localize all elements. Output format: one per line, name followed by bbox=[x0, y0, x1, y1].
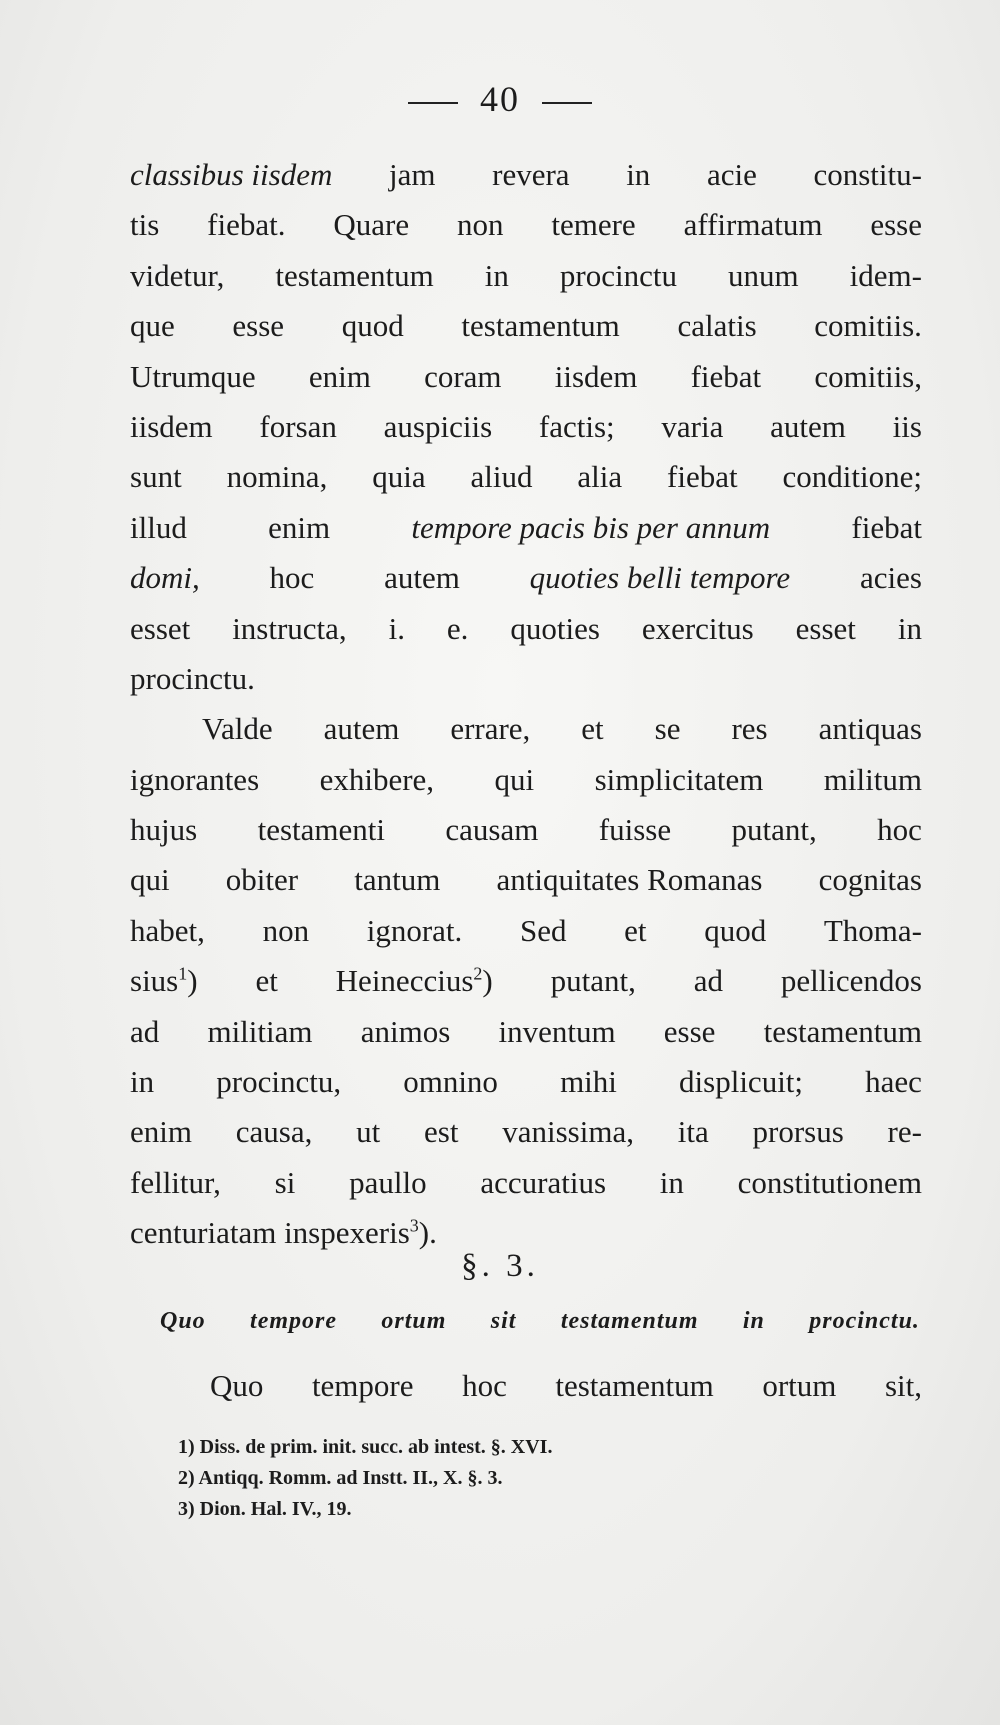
word: antiquitates Romanas bbox=[496, 862, 763, 898]
word: forsan bbox=[259, 408, 337, 444]
word: haec bbox=[865, 1064, 922, 1100]
text-line bbox=[130, 654, 922, 704]
word: testamentum bbox=[275, 257, 434, 293]
text-line bbox=[130, 150, 922, 200]
word: acies bbox=[859, 560, 922, 596]
footnote: 2) Antiqq. Romm. ad Instt. II., X. §. 3. bbox=[178, 1467, 503, 1489]
text-line bbox=[130, 402, 922, 452]
word: coram bbox=[424, 358, 502, 394]
text-line bbox=[130, 704, 922, 754]
word: Heineccius$^2$) bbox=[335, 963, 493, 999]
word: antiquas bbox=[818, 711, 922, 747]
word: ita bbox=[677, 1114, 709, 1150]
word: testamenti bbox=[257, 812, 385, 848]
word: est bbox=[424, 1114, 459, 1150]
word: calatis bbox=[677, 308, 757, 344]
word: comitiis, bbox=[814, 358, 922, 394]
text-line bbox=[130, 553, 922, 603]
word: Thoma- bbox=[823, 912, 922, 948]
word: domi, bbox=[130, 560, 200, 596]
title-word: sit bbox=[490, 1308, 517, 1334]
word: i. bbox=[388, 610, 405, 646]
word: displicuit; bbox=[679, 1064, 804, 1100]
word: in bbox=[659, 1164, 684, 1200]
word: fiebat bbox=[851, 509, 922, 545]
word: enim bbox=[130, 1114, 192, 1150]
word: ortum bbox=[762, 1368, 837, 1403]
word: procinctu. bbox=[130, 660, 255, 696]
word: esse bbox=[663, 1013, 716, 1049]
word: in bbox=[626, 157, 651, 192]
text-line bbox=[130, 1007, 922, 1057]
word: tempore bbox=[311, 1368, 414, 1403]
title-word: procinctu. bbox=[809, 1308, 920, 1334]
word: tantum bbox=[354, 862, 441, 898]
word: instructa, bbox=[232, 610, 347, 646]
word: paullo bbox=[349, 1164, 427, 1200]
word: ignorantes bbox=[130, 761, 260, 797]
text-line bbox=[130, 200, 922, 250]
word: e. bbox=[446, 610, 469, 646]
word: quod bbox=[704, 912, 767, 948]
word: constitutionem bbox=[737, 1164, 922, 1200]
word: illud bbox=[130, 509, 187, 545]
word: unum bbox=[728, 257, 799, 293]
title-word: tempore bbox=[250, 1308, 338, 1334]
word: enim bbox=[308, 358, 371, 394]
section-heading: §. 3. bbox=[461, 1248, 539, 1284]
word: esse bbox=[870, 207, 922, 243]
word: quod bbox=[341, 308, 404, 344]
word: autem bbox=[770, 408, 846, 444]
word: causam bbox=[445, 812, 539, 848]
word: et bbox=[255, 963, 278, 999]
footnotes bbox=[178, 1432, 878, 1525]
word: revera bbox=[492, 157, 570, 192]
word: procinctu bbox=[559, 257, 677, 293]
text-line bbox=[130, 956, 922, 1006]
word: obiter bbox=[225, 862, 299, 898]
word: quoties bbox=[510, 610, 600, 646]
word: autem bbox=[323, 711, 400, 747]
text-line bbox=[130, 452, 922, 502]
word: testamentum bbox=[461, 308, 620, 344]
word: sunt bbox=[130, 459, 182, 495]
word: hujus bbox=[130, 812, 198, 848]
word: pellicendos bbox=[780, 963, 922, 999]
word: hoc bbox=[462, 1368, 507, 1403]
word: procinctu, bbox=[216, 1064, 342, 1100]
word: affirmatum bbox=[683, 207, 823, 243]
word: sius$^1$) bbox=[130, 963, 198, 999]
word: hoc bbox=[877, 812, 922, 848]
word: videtur, bbox=[130, 257, 225, 293]
word: iis bbox=[892, 408, 922, 444]
word: mihi bbox=[560, 1064, 617, 1100]
word: vanissima, bbox=[502, 1114, 634, 1150]
word: auspiciis bbox=[383, 408, 493, 444]
word: accuratius bbox=[480, 1164, 607, 1200]
title-word: in bbox=[742, 1308, 765, 1334]
word: testamentum bbox=[555, 1368, 714, 1403]
word: errare, bbox=[450, 711, 531, 747]
word: quoties belli tempore bbox=[529, 560, 791, 596]
text-line bbox=[130, 855, 922, 905]
word: cognitas bbox=[818, 862, 922, 898]
word: nomina, bbox=[226, 459, 328, 495]
text-line bbox=[130, 604, 922, 654]
word: putant, bbox=[550, 963, 636, 999]
page-number: 40 bbox=[480, 79, 520, 119]
header-dash-right bbox=[542, 102, 592, 104]
word: sit, bbox=[884, 1368, 922, 1403]
text-line bbox=[130, 755, 922, 805]
word: temere bbox=[551, 207, 636, 243]
word: omnino bbox=[403, 1064, 498, 1100]
word: tempore pacis bis per annum bbox=[411, 509, 771, 545]
word: ignorat. bbox=[366, 912, 463, 948]
word: esset bbox=[795, 610, 856, 646]
word: causa, bbox=[235, 1114, 313, 1150]
word: tis bbox=[130, 207, 160, 243]
word: in bbox=[897, 610, 922, 646]
word: acie bbox=[706, 157, 757, 192]
text-line bbox=[130, 1107, 922, 1157]
footnote: 1) Diss. de prim. init. succ. ab intest. §. XVI. bbox=[178, 1436, 553, 1458]
main-text bbox=[130, 150, 922, 1259]
word: factis; bbox=[538, 408, 615, 444]
word: jam bbox=[389, 157, 436, 192]
section-title bbox=[160, 1308, 920, 1335]
text-line bbox=[130, 352, 922, 402]
word: Sed bbox=[519, 912, 567, 948]
title-word: ortum bbox=[381, 1308, 447, 1334]
word: qui bbox=[494, 761, 535, 797]
word: et bbox=[624, 912, 647, 948]
word: in bbox=[484, 257, 509, 293]
word: classibus iisdem bbox=[130, 157, 333, 192]
word: non bbox=[262, 912, 310, 948]
word: ad bbox=[130, 1013, 160, 1049]
word: inventum bbox=[498, 1013, 616, 1049]
text-line bbox=[130, 251, 922, 301]
word: Valde bbox=[202, 711, 273, 747]
word: Utrumque bbox=[130, 358, 256, 394]
word: alia bbox=[577, 459, 623, 495]
word: in bbox=[130, 1064, 155, 1100]
word: testamentum bbox=[763, 1013, 922, 1049]
word: iisdem bbox=[554, 358, 638, 394]
word: se bbox=[654, 711, 681, 747]
word: animos bbox=[360, 1013, 451, 1049]
word: esse bbox=[232, 308, 285, 344]
word: et bbox=[581, 711, 604, 747]
word: centuriatam bbox=[130, 1215, 277, 1251]
word: res bbox=[731, 711, 768, 747]
word: prorsus bbox=[752, 1114, 844, 1150]
word: comitiis. bbox=[814, 308, 922, 344]
word: idem- bbox=[849, 257, 922, 293]
word: non bbox=[456, 207, 504, 243]
page-header bbox=[0, 78, 1000, 120]
text-line bbox=[130, 301, 922, 351]
word: inspexeris$^3$). bbox=[284, 1215, 437, 1251]
text-line bbox=[130, 1158, 922, 1208]
word: esset bbox=[130, 610, 191, 646]
text-line bbox=[130, 1057, 922, 1107]
word: fiebat bbox=[667, 459, 738, 495]
text-line bbox=[130, 805, 922, 855]
title-word: Quo bbox=[160, 1308, 206, 1334]
word: varia bbox=[661, 408, 724, 444]
word: fiebat. bbox=[207, 207, 286, 243]
text-line bbox=[130, 906, 922, 956]
word: hoc bbox=[269, 560, 315, 596]
word: fiebat bbox=[690, 358, 762, 394]
section-first-line bbox=[210, 1368, 922, 1404]
word: Quo bbox=[210, 1368, 264, 1403]
word: putant, bbox=[731, 812, 817, 848]
title-word: testamentum bbox=[560, 1308, 699, 1334]
word: quia bbox=[372, 459, 426, 495]
word: iisdem bbox=[130, 408, 213, 444]
word: constitu- bbox=[813, 157, 922, 192]
word: conditione; bbox=[782, 459, 922, 495]
word: exhibere, bbox=[319, 761, 435, 797]
word: militum bbox=[823, 761, 922, 797]
footnote: 3) Dion. Hal. IV., 19. bbox=[178, 1498, 352, 1520]
header-dash-left bbox=[408, 102, 458, 104]
word: ut bbox=[356, 1114, 381, 1150]
word: qui bbox=[130, 862, 170, 898]
word: militiam bbox=[207, 1013, 313, 1049]
word: fellitur, bbox=[130, 1164, 221, 1200]
word: aliud bbox=[470, 459, 533, 495]
word: habet, bbox=[130, 912, 205, 948]
word: ad bbox=[693, 963, 723, 999]
word: simplicitatem bbox=[594, 761, 764, 797]
word: si bbox=[274, 1164, 296, 1200]
word: exercitus bbox=[641, 610, 754, 646]
word: que bbox=[130, 308, 175, 344]
word: re- bbox=[887, 1114, 922, 1150]
word: enim bbox=[268, 509, 331, 545]
word: Quare bbox=[333, 207, 410, 243]
word: autem bbox=[384, 560, 460, 596]
word: fuisse bbox=[598, 812, 672, 848]
text-line bbox=[130, 503, 922, 553]
